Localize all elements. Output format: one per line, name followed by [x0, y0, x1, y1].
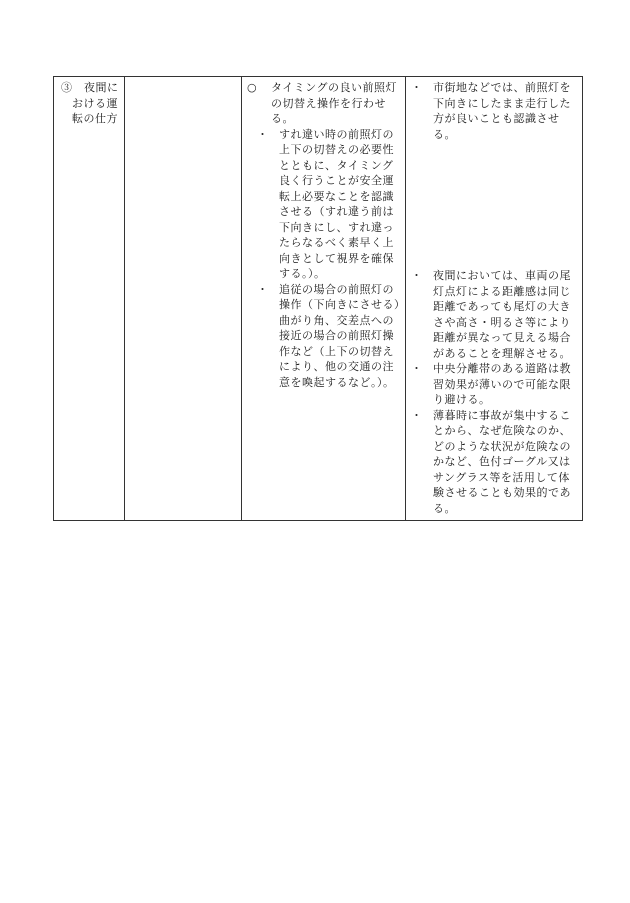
sub-point-following-text: 追従の場合の前照灯の操作（下向きにさせる）曲がり角、交差点への接近の場合の前照灯操作など（上下の切替えにより、他の交通の注意を喚起するなど。）。 — [279, 282, 400, 389]
dot-bullet-icon: ・ — [411, 362, 423, 375]
note-urban-area — [411, 80, 578, 142]
sub-point-passing-text: すれ違い時の前照灯の上下の切替えの必要性とともに、タイミング良く行うことが安全運転上必要なことを認識させる（すれ違う前は下向きにし、すれ違ったらなるべく素早く上向きとして視界を確保する。）。 — [279, 127, 394, 280]
empty-column-cell — [125, 77, 242, 521]
item-title-cell — [54, 77, 125, 521]
teaching-content-cell — [242, 77, 406, 521]
note-tail-lights — [411, 268, 578, 361]
circle-bullet-icon: ○ — [247, 81, 258, 94]
table-row — [54, 77, 583, 521]
note-urban-area-text: 市街地などでは、前照灯を下向きにしたまま走行した方が良いことも認識させる。 — [433, 81, 571, 141]
sub-point-passing — [257, 127, 401, 282]
note-tail-lights-text: 夜間においては、車両の尾灯点灯による距離感は同じ距離であっても尾灯の大きさや高さ・明るさ等により距離が異なって見える場合があることを理解させる。 — [433, 269, 571, 360]
dot-bullet-icon: ・ — [257, 127, 269, 141]
item-title-line-2: おける運 — [72, 96, 118, 110]
note-twilight-text: 薄暮時に事故が集中することから、なぜ危険なのか、どのような状況が危険なのかなど、色付ゴーグル又はサングラス等を活用して体験させることも効果的である。 — [433, 408, 571, 515]
note-twilight — [411, 408, 578, 517]
curriculum-table — [53, 76, 583, 521]
sub-point-following — [257, 282, 401, 391]
item-title-line-3: 転の仕方 — [72, 112, 118, 125]
main-point-text: タイミングの良い前照灯の切替え操作を行わせる。 — [271, 81, 398, 125]
note-median-strip — [411, 361, 578, 408]
main-point — [247, 80, 401, 127]
dot-bullet-icon: ・ — [411, 408, 423, 422]
item-title-line-1: ③ 夜間に — [61, 81, 119, 94]
dot-bullet-icon: ・ — [411, 269, 423, 282]
dot-bullet-icon: ・ — [411, 81, 423, 94]
notes-cell — [406, 77, 583, 521]
dot-bullet-icon: ・ — [257, 282, 269, 296]
note-median-strip-text: 中央分離帯のある道路は教習効果が薄いので可能な限り避ける。 — [433, 362, 571, 406]
notes-gap — [411, 142, 578, 268]
